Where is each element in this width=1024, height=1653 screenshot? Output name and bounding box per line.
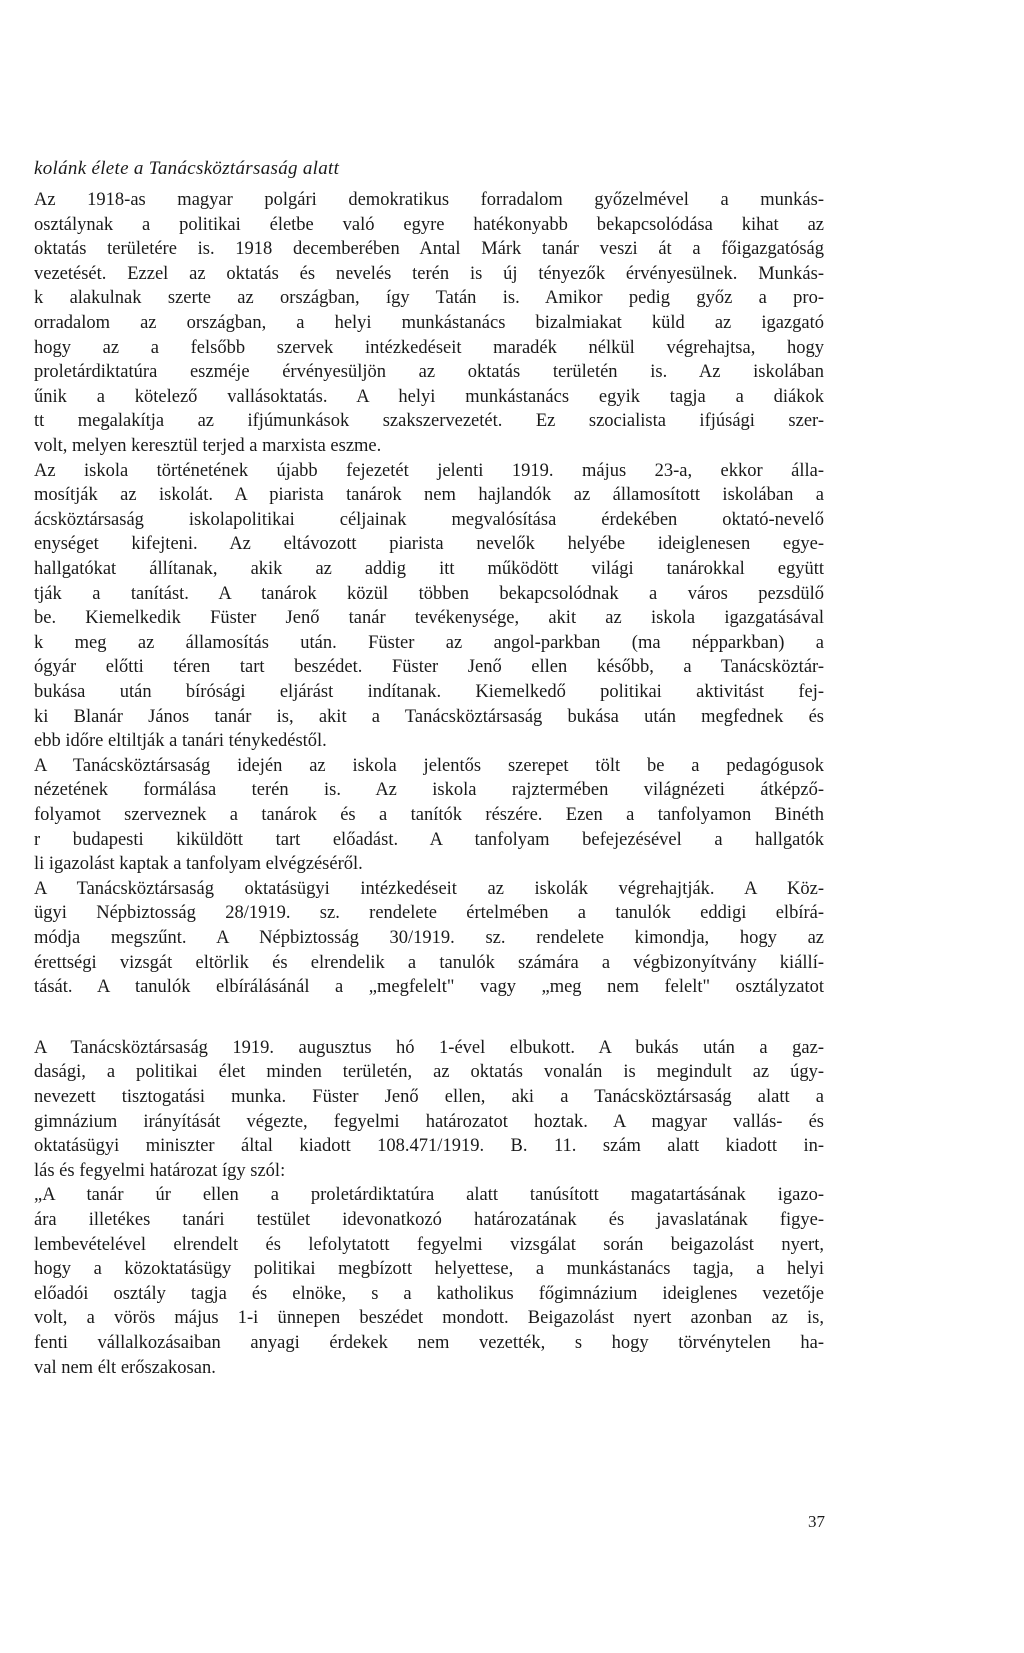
page-number: 37 — [808, 1512, 825, 1531]
text-line: vezetését. Ezzel az oktatás és nevelés terén is új tényezők érvényesülnek. Munkás- — [34, 263, 824, 284]
text-line: dasági, a politikai élet minden területén, az oktatás vonalán is megindult az úgy- — [34, 1062, 824, 1083]
text-line: k meg az államosítás után. Füster az angol-parkban (ma népparkban) a — [34, 632, 824, 653]
text-line: ebb időre eltiltják a tanári ténykedéstől. — [34, 731, 327, 752]
text-line: lás és fegyelmi határozat így szól: — [34, 1160, 286, 1181]
text-line: érettségi vizsgát eltörlik és elrendelik a tanulók számára a végbizonyítvány kiállí- — [34, 952, 824, 973]
text-line: oktatásügyi miniszter által kiadott 108.471/1919. B. 11. szám alatt kiadott in- — [34, 1136, 824, 1157]
text-line: bukása után bírósági eljárást indítanak. Kiemelkedő politikai aktivitást fej- — [34, 682, 824, 702]
text-line: osztálynak a politikai életbe való egyre hatékonyabb bekapcsolódása kihat az — [34, 214, 824, 235]
text-line: hallgatókat állítanak, akik az addig itt működött világi tanárokkal együtt — [34, 559, 824, 579]
text-line: módja megszűnt. A Népbiztosság 30/1919. sz. rendelete kimondja, hogy az — [34, 928, 824, 948]
text-line: nevezett tisztogatási munka. Füster Jenő ellen, aki a Tanácsköztársaság alatt a — [34, 1087, 824, 1107]
text-line: Az 1918-as magyar polgári demokratikus forradalom győzelmével a munkás- — [34, 190, 824, 210]
text-line: „A tanár úr ellen a proletárdiktatúra alatt tanúsított magatartásának igazo- — [34, 1185, 824, 1206]
text-line: előadói osztály tagja és elnöke, s a katholikus főgimnázium ideiglenes vezetője — [34, 1283, 824, 1304]
text-line: folyamot szerveznek a tanárok és a tanítók részére. Ezen a tanfolyamon Binéth — [34, 805, 824, 825]
text-line: li igazolást kaptak a tanfolyam elvégzéséről. — [34, 854, 363, 875]
text-line: tt megalakítja az ifjúmunkások szakszervezetét. Ez szocialista ifjúsági szer- — [34, 411, 824, 432]
text-line: volt, melyen keresztül terjed a marxista eszme. — [34, 436, 382, 456]
text-line: A Tanácsköztársaság idején az iskola jelentős szerepet tölt be a pedagógusok — [34, 755, 824, 776]
text-line: nézetének formálása terén is. Az iskola rajztermében világnézeti átképző- — [34, 780, 824, 801]
text-line: orradalom az országban, a helyi munkástanács bizalmiakat küld az igazgató — [34, 313, 824, 333]
page-title: kolánk élete a Tanácsköztársaság alatt — [34, 158, 340, 179]
text-line: ógyár előtti téren tart beszédet. Füster Jenő ellen később, a Tanácsköztár- — [34, 657, 824, 678]
text-line: oktatás területére is. 1918 decemberében Antal Márk tanár veszi át a főigazgatóság — [34, 239, 824, 260]
text-line: k alakulnak szerte az országban, így Tatán is. Amikor pedig győz a pro- — [34, 288, 824, 309]
text-line: ácsköztársaság iskolapolitikai céljainak megvalósítása érdekében oktató-nevelő — [34, 509, 824, 530]
text-line: mosítják az iskolát. A piarista tanárok nem hajlandók az államosított iskolában a — [34, 485, 824, 506]
text-line: lembevételével elrendelt és lefolytatott fegyelmi vizsgálat során beigazolást nyert, — [34, 1234, 824, 1255]
text-line: be. Kiemelkedik Füster Jenő tanár tevékenysége, akit az iskola igazgatásával — [34, 608, 824, 629]
text-line: proletárdiktatúra eszméje érvényesüljön az oktatás területén is. Az iskolában — [34, 362, 824, 383]
text-line: tását. A tanulók elbírálásánál a „megfelelt" vagy „meg nem felelt" osztályzatot — [34, 977, 824, 998]
text-line: ki Blanár János tanár is, akit a Tanácsköztársaság bukása után megfednek és — [34, 706, 824, 727]
text-line: hogy a közoktatásügy politikai megbízott helyettese, a munkástanács tagja, a helyi — [34, 1259, 824, 1280]
text-line: A Tanácsköztársaság oktatásügyi intézkedéseit az iskolák végrehajtják. A Köz- — [34, 878, 824, 899]
text-line: ügyi Népbiztosság 28/1919. sz. rendelete értelmében a tanulók eddigi elbírá- — [34, 903, 824, 924]
text-line: val nem élt erőszakosan. — [34, 1357, 216, 1378]
text-line: hogy az a felsőbb szervek intézkedéseit maradék nélkül végrehajtsa, hogy — [34, 337, 824, 358]
text-line: enységet kifejteni. Az eltávozott piarista nevelők helyébe ideiglenesen egye- — [34, 534, 824, 555]
text-line: gimnázium irányítását végezte, fegyelmi határozatot hoztak. A magyar vallás- és — [34, 1111, 824, 1132]
text-line: űnik a kötelező vallásoktatás. A helyi munkástanács egyik tagja a diákok — [34, 386, 824, 407]
text-line: volt, a vörös május 1-i ünnepen beszédet mondott. Beigazolást nyert azonban az is, — [34, 1308, 824, 1329]
text-line: ára illetékes tanári testület idevonatkozó határozatának és javaslatának figye- — [34, 1210, 824, 1230]
text-line: fenti vállalkozásaiban anyagi érdekek nem vezették, s hogy törvénytelen ha- — [34, 1333, 824, 1353]
text-line: r budapesti kiküldött tart előadást. A tanfolyam befejezésével a hallgatók — [34, 829, 824, 850]
text-line: tják a tanítást. A tanárok közül többen bekapcsolódnak a város pezsdülő — [34, 583, 824, 604]
text-line: Az iskola történetének újabb fejezetét jelenti 1919. május 23-a, ekkor álla- — [34, 460, 824, 481]
text-line: A Tanácsköztársaság 1919. augusztus hó 1-ével elbukott. A bukás után a gaz- — [34, 1037, 824, 1058]
